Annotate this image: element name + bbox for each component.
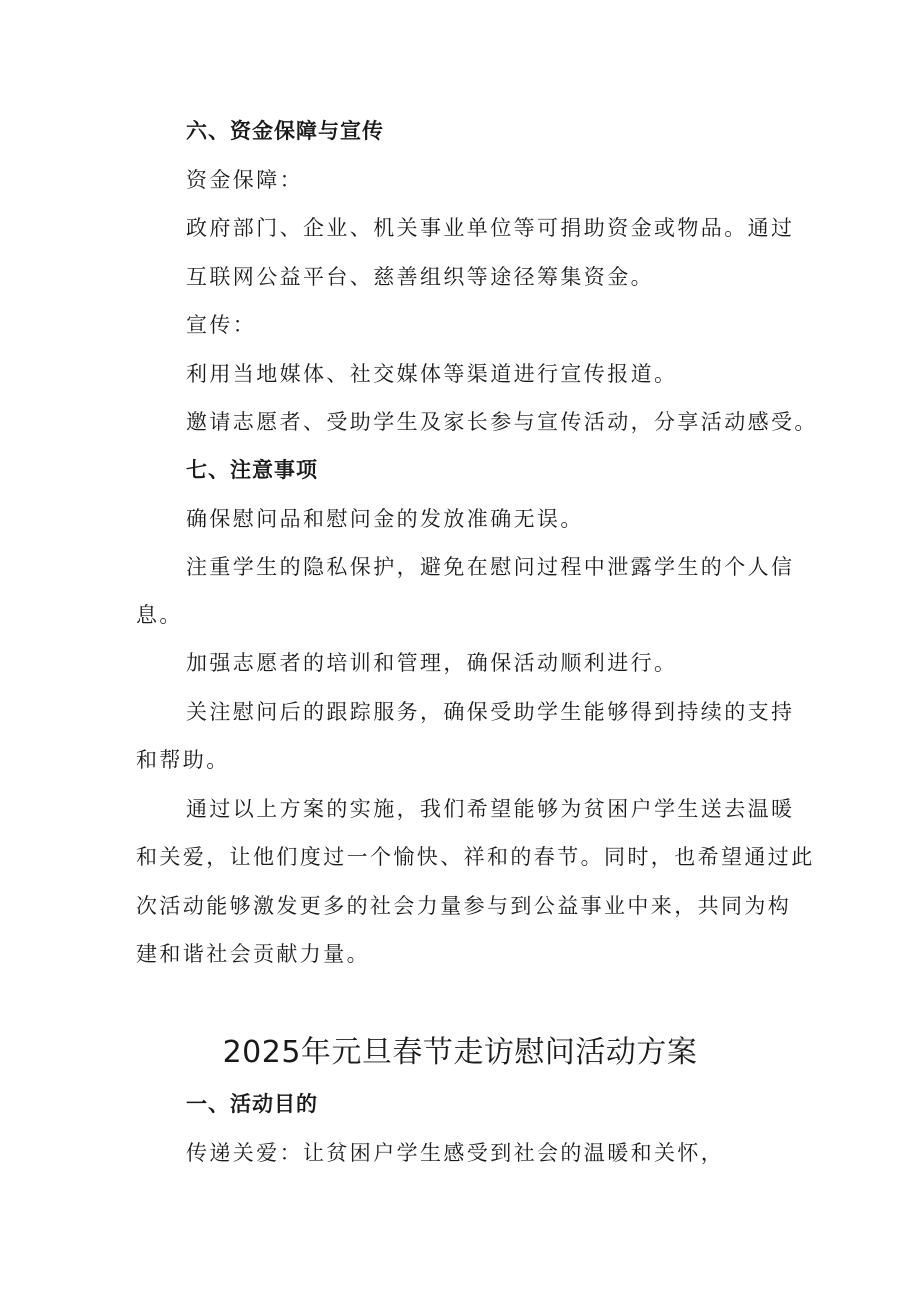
closing-paragraph-line: 次活动能够激发更多的社会力量参与到公益事业中来，共同为构 — [136, 894, 792, 918]
section-1-heading: 一、活动目的 — [186, 1092, 318, 1116]
publicity-text-line: 利用当地媒体、社交媒体等渠道进行宣传报道。 — [186, 362, 678, 386]
notice-item: 关注慰问后的跟踪服务，确保受助学生能够得到持续的支持 — [186, 700, 795, 724]
section-7-heading: 七、注意事项 — [186, 458, 318, 482]
document-title: 2025年元旦春节走访慰问活动方案 — [222, 1035, 698, 1070]
purpose-text-line: 传递关爱：让贫困户学生感受到社会的温暖和关怀， — [186, 1141, 725, 1165]
closing-paragraph-line: 和关爱，让他们度过一个愉快、祥和的春节。同时，也希望通过此 — [136, 845, 815, 869]
section-6-heading: 六、资金保障与宣传 — [186, 119, 384, 143]
publicity-label: 宣传： — [186, 313, 257, 337]
funding-text-line: 互联网公益平台、慈善组织等途径筹集资金。 — [186, 265, 654, 289]
notice-item: 加强志愿者的培训和管理，确保活动顺利进行。 — [186, 651, 678, 675]
notice-item-continued: 息。 — [136, 603, 183, 627]
publicity-text-line: 邀请志愿者、受助学生及家长参与宣传活动，分享活动感受。 — [186, 410, 818, 434]
funding-text-line: 政府部门、企业、机关事业单位等可捐助资金或物品。通过 — [186, 216, 795, 240]
notice-item: 注重学生的隐私保护，避免在慰问过程中泄露学生的个人信 — [186, 555, 795, 579]
notice-item: 确保慰问品和慰问金的发放准确无误。 — [186, 507, 584, 531]
notice-item-continued: 和帮助。 — [136, 748, 230, 772]
closing-paragraph-line: 通过以上方案的实施，我们希望能够为贫困户学生送去温暖 — [186, 797, 795, 821]
closing-paragraph-line: 建和谐社会贡献力量。 — [136, 942, 370, 966]
funding-label: 资金保障： — [186, 168, 303, 192]
